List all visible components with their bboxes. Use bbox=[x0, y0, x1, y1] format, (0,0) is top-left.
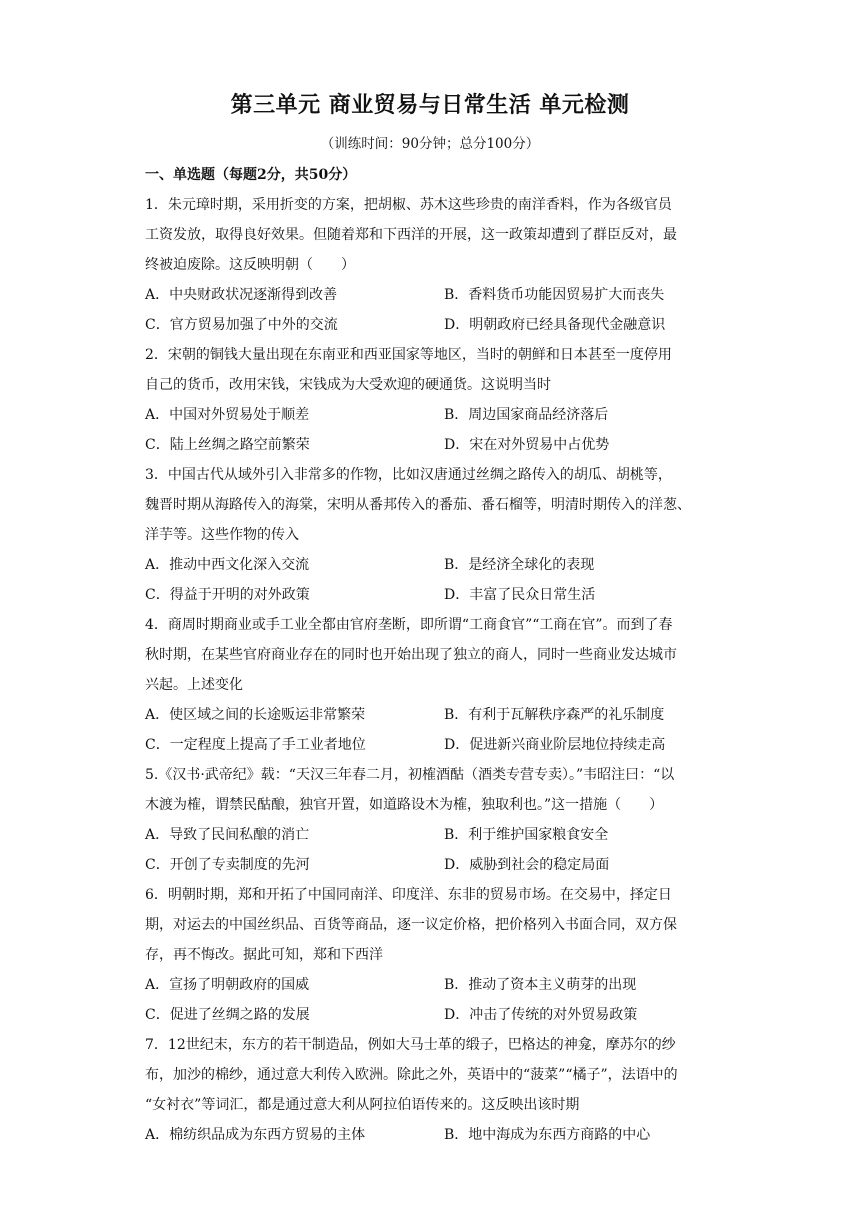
question-stem-line: 木渡为榷，谓禁民酤酿，独官开置，如道路设木为榷，独取利也。”这一措施（ ） bbox=[145, 797, 664, 813]
page-title: 第三单元 商业贸易与日常生活 单元检测 bbox=[230, 93, 630, 118]
option-a: A．中央财政状况逐渐得到改善 bbox=[145, 287, 338, 303]
question-stem-line: 4．商周时期商业或手工业全都由官府垄断，即所谓“工商食官”“工商在官”。而到了春 bbox=[145, 617, 673, 633]
option-a: A．使区域之间的长途贩运非常繁荣 bbox=[145, 707, 366, 723]
question-stem-line: 兴起。上述变化 bbox=[145, 677, 243, 693]
question-stem-line: 期，对运去的中国丝织品、百货等商品，逐一议定价格，把价格列入书面合同，双方保 bbox=[145, 917, 677, 933]
question-5 bbox=[145, 760, 717, 880]
options-row bbox=[145, 430, 717, 460]
option-b: B．推动了资本主义萌芽的出现 bbox=[444, 977, 637, 993]
question-stem-line: 3．中国古代从域外引入非常多的作物，比如汉唐通过丝绸之路传入的胡瓜、胡桃等， bbox=[145, 467, 672, 483]
option-c: C．促进了丝绸之路的发展 bbox=[145, 1007, 310, 1023]
options-row bbox=[145, 1000, 717, 1030]
option-b: B．周边国家商品经济落后 bbox=[444, 407, 609, 423]
option-a: A．宣扬了明朝政府的国威 bbox=[145, 977, 310, 993]
option-a: A．推动中西文化深入交流 bbox=[145, 557, 310, 573]
options-row bbox=[145, 310, 717, 340]
question-stem-line: 魏晋时期从海路传入的海棠，宋明从番邦传入的番茄、番石榴等，明清时期传入的洋葱、 bbox=[145, 497, 691, 513]
option-d: D．明朝政府已经具备现代金融意识 bbox=[444, 317, 666, 333]
question-stem-line: “女衬衣”等词汇，都是通过意大利从阿拉伯语传来的。这反映出该时期 bbox=[145, 1097, 580, 1113]
option-a: A．棉纺织品成为东西方贸易的主体 bbox=[145, 1127, 366, 1143]
option-c: C．陆上丝绸之路空前繁荣 bbox=[145, 437, 310, 453]
option-b: B．是经济全球化的表现 bbox=[444, 557, 595, 573]
options-row bbox=[145, 730, 717, 760]
option-d: D．威胁到社会的稳定局面 bbox=[444, 857, 610, 873]
options-row bbox=[145, 970, 717, 1000]
question-stem-line: 5.《汉书·武帝纪》载：“天汉三年春二月，初榷酒酤（酒类专营专卖）。”韦昭注曰：“以 bbox=[145, 767, 675, 783]
option-c: C．一定程度上提高了手工业者地位 bbox=[145, 737, 366, 753]
options-row bbox=[145, 400, 717, 430]
question-stem-line: 2．宋朝的铜钱大量出现在东南亚和西亚国家等地区，当时的朝鲜和日本甚至一度停用 bbox=[145, 347, 672, 363]
option-c: C．开创了专卖制度的先河 bbox=[145, 857, 310, 873]
question-stem-line: 自己的货币，改用宋钱，宋钱成为大受欢迎的硬通货。这说明当时 bbox=[145, 377, 551, 393]
option-b: B．香料货币功能因贸易扩大而丧失 bbox=[444, 287, 665, 303]
question-4 bbox=[145, 610, 717, 760]
option-d: D．宋在对外贸易中占优势 bbox=[444, 437, 610, 453]
question-3 bbox=[145, 460, 717, 610]
option-d: D．冲击了传统的对外贸易政策 bbox=[444, 1007, 638, 1023]
option-b: B．利于维护国家粮食安全 bbox=[444, 827, 609, 843]
options-row bbox=[145, 550, 717, 580]
question-stem-line: 存，再不悔改。据此可知，郑和下西洋 bbox=[145, 947, 383, 963]
option-a: A．中国对外贸易处于顺差 bbox=[145, 407, 310, 423]
option-c: C．得益于开明的对外政策 bbox=[145, 587, 310, 603]
section-heading: 一、单选题（每题2分，共50分） bbox=[145, 167, 357, 183]
options-row bbox=[145, 820, 717, 850]
question-stem-line: 1．朱元璋时期，采用折变的方案，把胡椒、苏木这些珍贵的南洋香料，作为各级官员 bbox=[145, 197, 672, 213]
question-list bbox=[145, 160, 717, 1150]
option-b: B．有利于瓦解秩序森严的礼乐制度 bbox=[444, 707, 665, 723]
question-stem-line: 工资发放，取得良好效果。但随着郑和下西洋的开展，这一政策却遭到了群臣反对，最 bbox=[145, 227, 677, 243]
options-row bbox=[145, 850, 717, 880]
question-stem-line: 7．12世纪末，东方的若干制造品，例如大马士革的缎子，巴格达的神龛，摩苏尔的纱 bbox=[145, 1037, 676, 1053]
option-c: C．官方贸易加强了中外的交流 bbox=[145, 317, 338, 333]
question-6 bbox=[145, 880, 717, 1030]
question-stem-line: 6．明朝时期，郑和开拓了中国同南洋、印度洋、东非的贸易市场。在交易中，择定日 bbox=[145, 887, 672, 903]
options-row bbox=[145, 580, 717, 610]
question-stem-line: 洋芋等。这些作物的传入 bbox=[145, 527, 299, 543]
options-row bbox=[145, 1120, 717, 1150]
question-7 bbox=[145, 1030, 717, 1150]
question-1 bbox=[145, 190, 717, 340]
option-a: A．导致了民间私酿的消亡 bbox=[145, 827, 310, 843]
options-row bbox=[145, 700, 717, 730]
question-stem-line: 终被迫废除。这反映明朝（ ） bbox=[145, 257, 355, 273]
question-2 bbox=[145, 340, 717, 460]
options-row bbox=[145, 280, 717, 310]
option-d: D．促进新兴商业阶层地位持续走高 bbox=[444, 737, 666, 753]
option-d: D．丰富了民众日常生活 bbox=[444, 587, 596, 603]
page-subtitle: （训练时间：90分钟；总分100分） bbox=[320, 136, 540, 152]
question-stem-line: 布，加沙的棉纱，通过意大利传入欧洲。除此之外，英语中的“菠菜”“橘子”，法语中的 bbox=[145, 1067, 678, 1083]
option-b: B．地中海成为东西方商路的中心 bbox=[444, 1127, 651, 1143]
question-stem-line: 秋时期，在某些官府商业存在的同时也开始出现了独立的商人，同时一些商业发达城市 bbox=[145, 647, 677, 663]
